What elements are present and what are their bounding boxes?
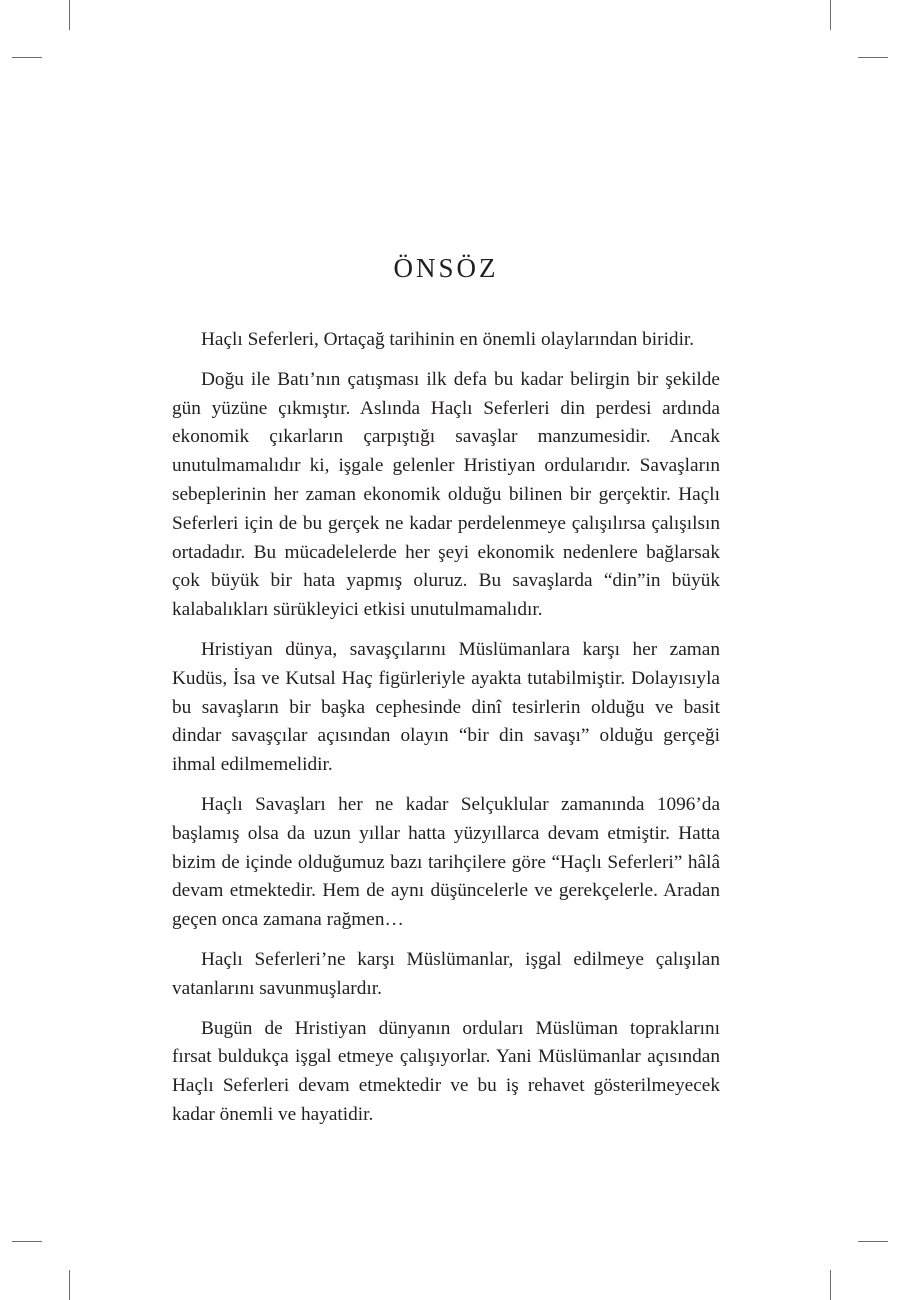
paragraph: Hristiyan dünya, savaşçılarını Müslümanlara karşı her zaman Kudüs, İsa ve Kutsal Haç figürleriyle ayakta tutabilmiştir. Dolayısıyla bu savaşların bir başka cephesinde dinî tesirlerin olduğu ve basit dindar savaşçılar açısından olayın “bir din savaşı” olduğu gerçeği ihmal edilmemelidir. [172, 638, 720, 776]
crop-mark [12, 57, 42, 58]
crop-mark [858, 57, 888, 58]
crop-mark [69, 1270, 70, 1300]
crop-mark [69, 0, 70, 30]
paragraph: Doğu ile Batı’nın çatışması ilk defa bu kadar belirgin bir şekilde gün yüzüne çıkmıştır. Aslında Haçlı Seferleri din perdesi ardında ekonomik çıkarların çarpıştığı savaşlar manzumesidir. Ancak unutulmamalıdır ki, işgale gelenler Hristiyan ordularıdır. Savaşların sebeplerinin her zaman ekonomik olduğu bilinen bir gerçektir. Haçlı Seferleri için de bu gerçek ne kadar perdelenmeye çalışılırsa çalışılsın ortadadır. Bu mücadelelerde her şeyi ekonomik nedenlere bağlarsak çok büyük bir hata yapmış oluruz. Bu savaşlarda “din”in büyük kalabalıkları sürükleyici etkisi unutulmamalıdır. [172, 368, 720, 621]
crop-mark [830, 0, 831, 30]
crop-mark [858, 1241, 888, 1242]
page-title: ÖNSÖZ [393, 253, 499, 283]
crop-mark [830, 1270, 831, 1300]
paragraph: Haçlı Seferleri, Ortaçağ tarihinin en önemli olaylarından biridir. [201, 329, 695, 350]
paragraph: Haçlı Savaşları her ne kadar Selçuklular zamanında 1096’da başlamış olsa da uzun yıllar hatta yüzyıllarca devam etmiştir. Hatta bizim de içinde olduğumuz bazı tarihçilere göre “Haçlı Seferleri” hâlâ devam etmektedir. Hem de aynı düşüncelerle ve gerekçelerle. Aradan geçen onca zamana rağmen… [172, 793, 720, 931]
crop-mark [12, 1241, 42, 1242]
document-page [172, 250, 720, 1141]
paragraph: Haçlı Seferleri’ne karşı Müslümanlar, işgal edilmeye çalışılan vatanlarını savunmuşlardır. [172, 948, 720, 999]
paragraph: Bugün de Hristiyan dünyanın orduları Müslüman topraklarını fırsat buldukça işgal etmeye çalışıyorlar. Yani Müslümanlar açısından Haçlı Seferleri devam etmektedir ve bu iş rehavet gösterilmeyecek kadar önemli ve hayatidir. [172, 1017, 720, 1125]
